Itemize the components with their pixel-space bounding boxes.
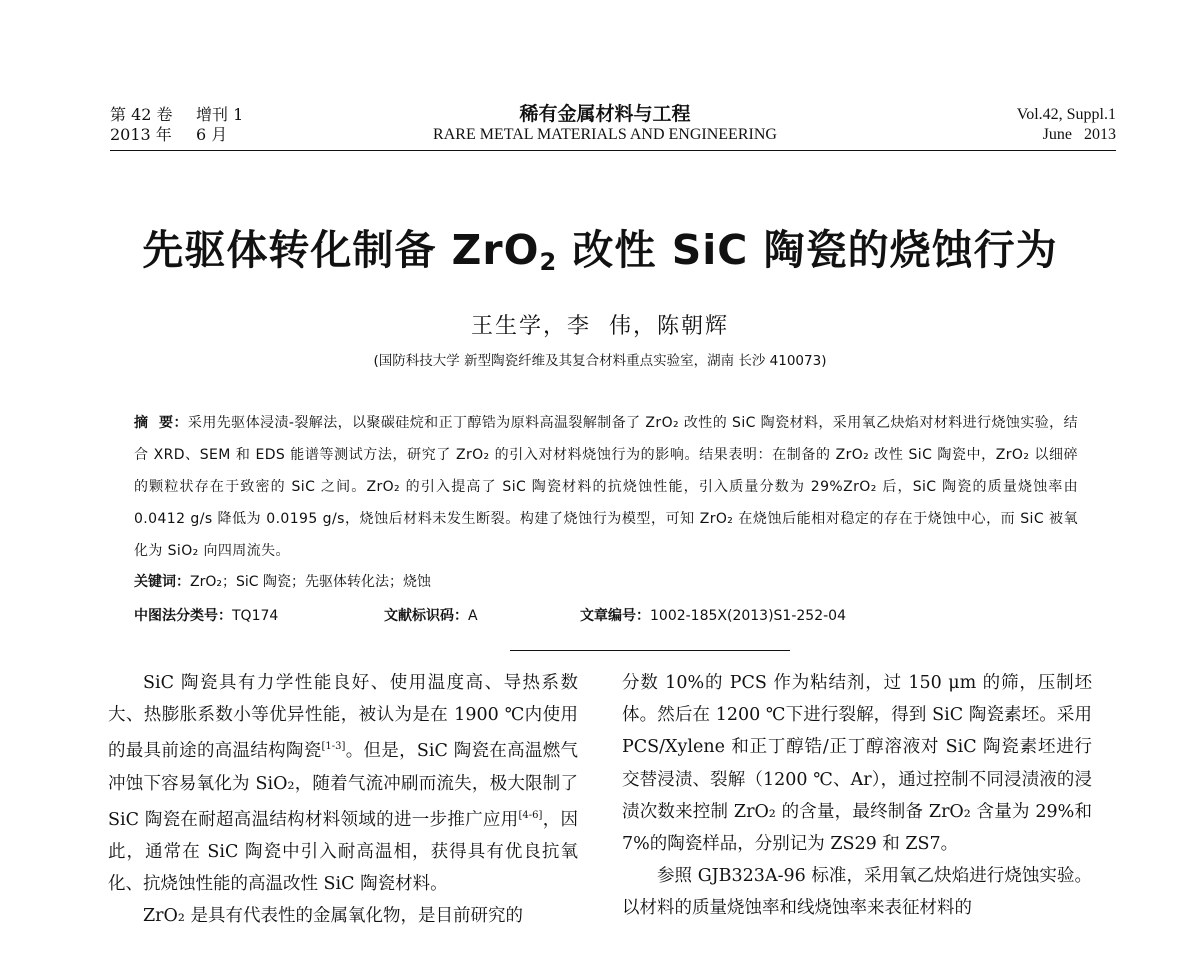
article-affiliation: (国防科技大学 新型陶瓷纤维及其复合材料重点实验室，湖南 长沙 410073) [373,353,827,369]
doc-value: A [468,608,478,624]
citation: [1-3] [321,741,346,753]
doc-code [384,602,478,630]
journal-name-cn: 稀有金属材料与工程 [519,103,691,125]
title-part-b: 改性 SiC 陶瓷的烧蚀行为 [557,226,1058,274]
paragraph-text: 。但是，SiC 陶瓷在高温燃气冲蚀下容易氧化为 SiO₂，随着气流冲刷而流失，极大限制了 SiC 陶瓷在耐超高温结构材料领域的进一步推广应用 [108,741,578,830]
body-column-right [622,667,1092,925]
header-volume-info [110,105,310,145]
keywords-label: 关键词： [134,574,190,590]
keywords-text: ZrO₂；SiC 陶瓷；先驱体转化法；烧蚀 [190,574,431,590]
abstract [134,407,1078,567]
article-number-label: 文章编号： [580,608,650,624]
keywords [134,568,1078,596]
title-subscript: 2 [539,248,558,276]
month-cn: 6 月 [196,125,228,144]
paragraph: 分数 10%的 PCS 作为粘结剂，过 150 μm 的筛，压制坯体。然后在 1200 ℃下进行裂解，得到 SiC 陶瓷素坯。采用 PCS/Xylene 和正丁醇锆/正丁醇溶液对 SiC 陶瓷素坯进行交替浸渍、裂解（1200 ℃、Ar），通过控制不同浸渍液的浸渍次数来控制 ZrO₂ 的含量，最终制备 ZrO₂ 含量为 29%和 7%的陶瓷样品，分别记为 ZS29 和 ZS7。 [622,673,1092,855]
article-authors: 王生学，李 伟，陈朝辉 [471,314,729,339]
header-volume-en [896,105,1116,145]
supplement-cn: 增刊 1 [196,105,244,124]
clc-value: TQ174 [232,608,279,624]
clc-code [134,602,278,630]
article-title [60,222,1140,290]
article-number [580,602,846,630]
paragraph-text: ，因此，通常在 SiC 陶瓷中引入耐高温相，获得具有优良抗氧化、抗烧蚀性能的高温改性 SiC 陶瓷材料。 [108,809,578,895]
clc-label: 中图法分类号： [134,608,232,624]
abstract-label: 摘 要： [134,415,188,431]
header-rule [110,150,1116,151]
year-cn: 2013 年 [110,125,172,144]
paragraph-text: SiC 陶瓷具有力学性能良好、使用温度高、导热系数大、热膨胀系数小等优异性能，被认为是在 1900 ℃内使用的最具前途的高温结构陶瓷 [108,673,578,762]
journal-name-en: RARE METAL MATERIALS AND ENGINEERING [433,126,777,143]
paragraph: 参照 GJB323A-96 标准，采用氧乙炔焰进行烧蚀实验。以材料的质量烧蚀率和线烧蚀率来表征材料的 [622,866,1092,919]
citation: [4-6] [518,809,543,821]
volume-en: Vol.42, Suppl.1 [1016,106,1116,123]
date-en: June 2013 [1042,126,1116,143]
paragraph [108,667,578,900]
article-number-value: 1002-185X(2013)S1-252-04 [650,608,846,624]
doc-label: 文献标识码： [384,608,468,624]
body-column-left [108,667,578,933]
title-part-a: 先驱体转化制备 ZrO [142,226,540,274]
abstract-text: 采用先驱体浸渍-裂解法，以聚碳硅烷和正丁醇锆为原料高温裂解制备了 ZrO₂ 改性的 SiC 陶瓷材料，采用氧乙炔焰对材料进行烧蚀实验，结合 XRD、SEM 和 EDS 能谱等测试方法，研究了 ZrO₂ 的引入对材料烧蚀行为的影响。结果表明：在制备的 ZrO₂ 改性 SiC 陶瓷中，ZrO₂ 以细碎的颗粒状存在于致密的 SiC 之间。ZrO₂ 的引入提高了 SiC 陶瓷材料的抗烧蚀性能，引入质量分数为 29%ZrO₂ 后，SiC 陶瓷的质量烧蚀率由 0.0412 g/s 降低为 0.0195 g/s，烧蚀后材料未发生断裂。构建了烧蚀行为模型，可知 ZrO₂ 在烧蚀后能相对稳定的存在于烧蚀中心，而 SiC 被氧化为 SiO₂ 向四周流失。 [134,415,1078,559]
paragraph: ZrO₂ 是具有代表性的金属氧化物，是目前研究的 [143,906,523,927]
volume-cn: 第 42 卷 [110,105,173,124]
header-journal-name [390,103,820,145]
section-divider [510,650,790,651]
